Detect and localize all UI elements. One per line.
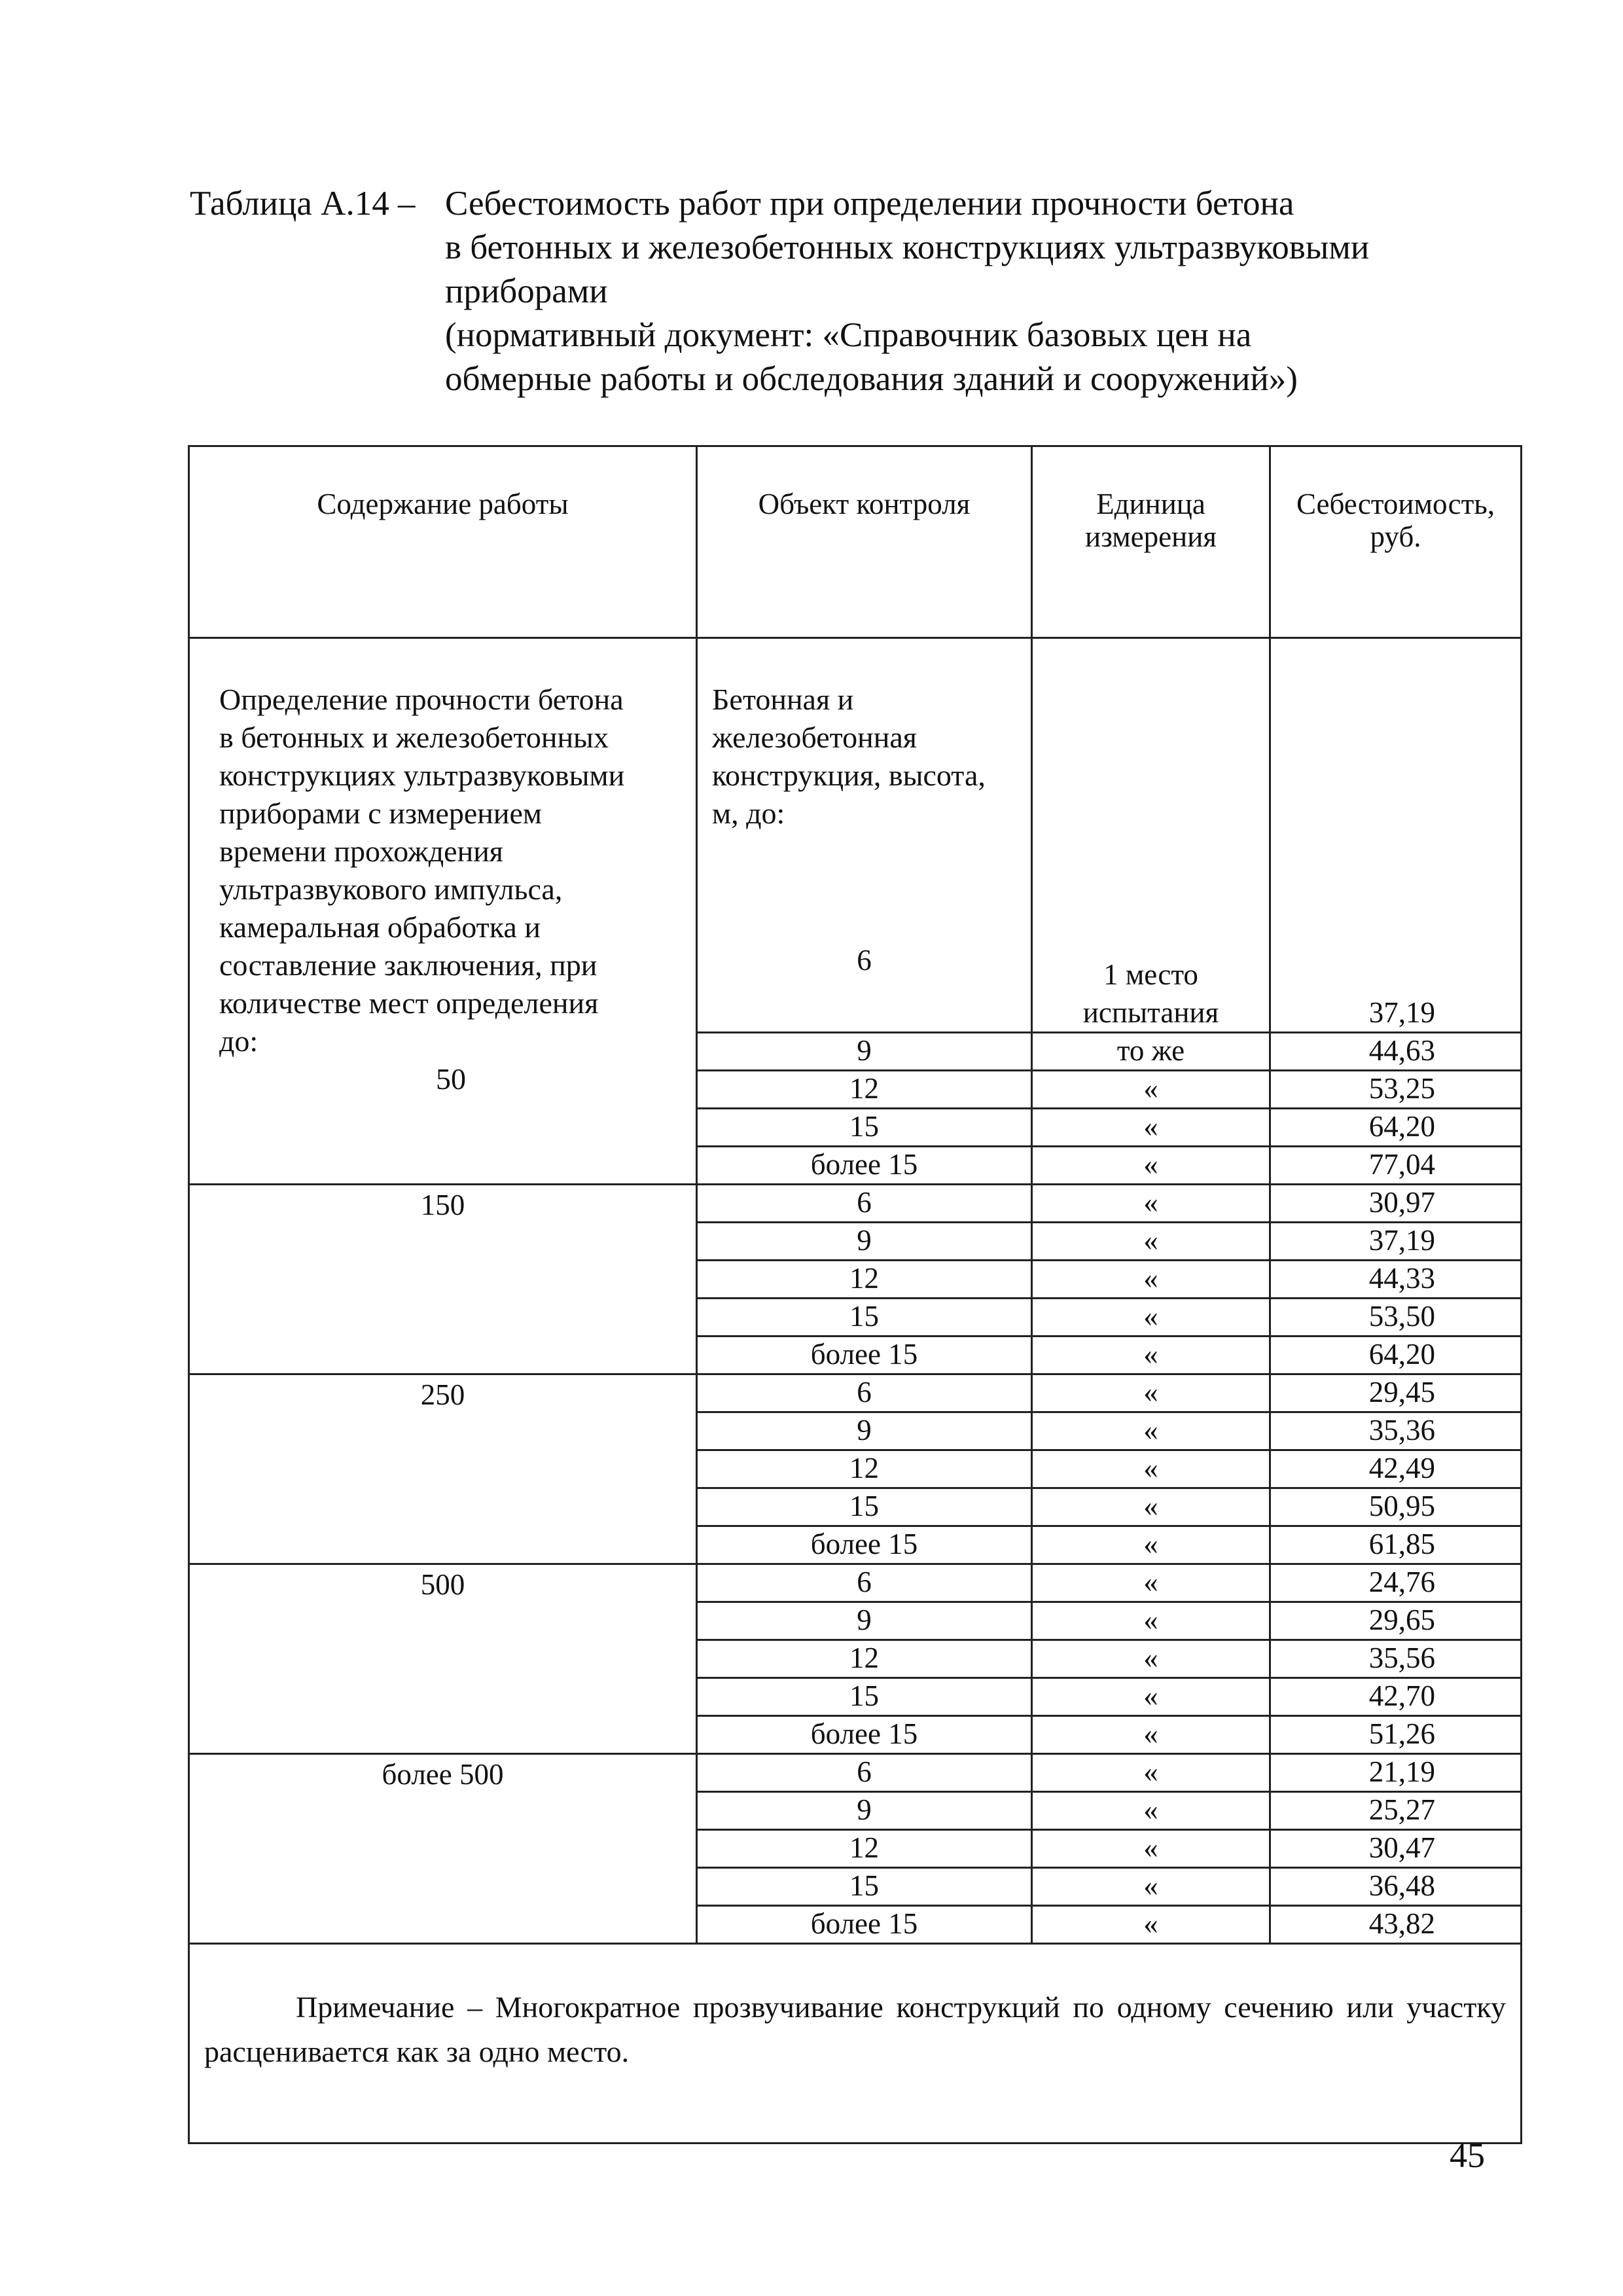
- location-count: 500: [189, 1564, 697, 1754]
- header-unit: Единица измерения: [1032, 446, 1270, 638]
- cost-cell: 44,33: [1270, 1261, 1522, 1299]
- cost-cell: 36,48: [1270, 1868, 1522, 1906]
- location-count: 150: [189, 1185, 697, 1374]
- work-group-cell: [189, 638, 697, 1185]
- note-text: Примечание – Многократное прозвучивание конструкций по одному сечению или участку расценивается как за одно место.: [204, 1990, 1506, 2068]
- height-value: 6: [857, 944, 872, 977]
- height-cell: 12: [697, 1261, 1032, 1299]
- unit-cell: «: [1032, 1640, 1270, 1678]
- height-cell: 9: [697, 1792, 1032, 1830]
- unit-cell: «: [1032, 1185, 1270, 1223]
- height-cell: 6: [697, 1754, 1032, 1792]
- cost-cell: 61,85: [1270, 1526, 1522, 1564]
- description-line: приборами с измерением: [219, 797, 543, 830]
- unit-cell: «: [1032, 1336, 1270, 1374]
- cost-cell: 29,65: [1270, 1602, 1522, 1640]
- header-work: Содержание работы: [189, 446, 697, 638]
- cost-cell: 30,97: [1270, 1185, 1522, 1223]
- unit-line-2: испытания: [1082, 996, 1219, 1029]
- description-line: камеральная обработка и: [219, 910, 541, 944]
- description-line: времени прохождения: [219, 834, 503, 868]
- height-cell: более 15: [697, 1716, 1032, 1754]
- unit-cell: «: [1032, 1754, 1270, 1792]
- object-line: Бетонная и: [712, 683, 854, 716]
- unit-cell: [1032, 638, 1270, 1033]
- unit-cell: то же: [1032, 1033, 1270, 1071]
- cost-cell: 21,19: [1270, 1754, 1522, 1792]
- cost-cell: 42,70: [1270, 1678, 1522, 1716]
- cost-cell: 37,19: [1270, 1223, 1522, 1261]
- description-line: конструкциях ультразвуковыми: [219, 759, 625, 792]
- caption-line-1: Себестоимость работ при определении прочности бетона: [445, 185, 1294, 223]
- table-row: [189, 1185, 1522, 1223]
- header-row: [189, 446, 1522, 638]
- unit-cell: «: [1032, 1412, 1270, 1450]
- height-cell: 9: [697, 1223, 1032, 1261]
- caption-line-5: обмерные работы и обследования зданий и сооружений»): [445, 360, 1298, 398]
- cost-cell: 53,50: [1270, 1299, 1522, 1336]
- height-cell: более 15: [697, 1526, 1032, 1564]
- cost-cell: 64,20: [1270, 1336, 1522, 1374]
- table-caption: [190, 182, 1525, 401]
- cost-cell: 77,04: [1270, 1147, 1522, 1185]
- cost-cell: 30,47: [1270, 1830, 1522, 1868]
- height-cell: [697, 638, 1032, 1033]
- height-cell: 12: [697, 1071, 1032, 1109]
- unit-cell: «: [1032, 1374, 1270, 1412]
- unit-cell: «: [1032, 1830, 1270, 1868]
- unit-cell: «: [1032, 1450, 1270, 1488]
- height-cell: 15: [697, 1678, 1032, 1716]
- unit-cell: «: [1032, 1906, 1270, 1944]
- cost-cell: 50,95: [1270, 1488, 1522, 1526]
- unit-cell: «: [1032, 1792, 1270, 1830]
- table-row: [189, 1564, 1522, 1602]
- unit-cell: «: [1032, 1147, 1270, 1185]
- height-cell: 15: [697, 1868, 1032, 1906]
- table-row: [189, 638, 1522, 1033]
- unit-cell: «: [1032, 1223, 1270, 1261]
- unit-cell: «: [1032, 1299, 1270, 1336]
- height-cell: 6: [697, 1374, 1032, 1412]
- cost-cell: 64,20: [1270, 1109, 1522, 1147]
- height-cell: более 15: [697, 1147, 1032, 1185]
- height-cell: 12: [697, 1830, 1032, 1868]
- cost-cell: 29,45: [1270, 1374, 1522, 1412]
- height-cell: 15: [697, 1488, 1032, 1526]
- height-cell: 9: [697, 1033, 1032, 1071]
- cost-cell: 51,26: [1270, 1716, 1522, 1754]
- unit-cell: «: [1032, 1678, 1270, 1716]
- object-line: м, до:: [712, 797, 785, 830]
- height-cell: 15: [697, 1299, 1032, 1336]
- description-line: составление заключения, при: [219, 948, 597, 982]
- page-number: 45: [1450, 2136, 1485, 2175]
- object-line: конструкция, высота,: [712, 759, 986, 792]
- height-cell: 12: [697, 1640, 1032, 1678]
- height-cell: более 15: [697, 1336, 1032, 1374]
- header-cost: Себестоимость, руб.: [1270, 446, 1522, 638]
- unit-cell: «: [1032, 1564, 1270, 1602]
- height-cell: 9: [697, 1412, 1032, 1450]
- unit-cell: «: [1032, 1602, 1270, 1640]
- caption-line-3: приборами: [445, 272, 608, 310]
- cost-cell: 24,76: [1270, 1564, 1522, 1602]
- cost-cell: 35,56: [1270, 1640, 1522, 1678]
- caption-line-2: в бетонных и железобетонных конструкциях ультразвуковыми: [445, 228, 1370, 266]
- location-count: 250: [189, 1374, 697, 1564]
- description-line: ультразвукового импульса,: [219, 872, 563, 906]
- description-line: Определение прочности бетона: [219, 683, 624, 716]
- cost-cell: 42,49: [1270, 1450, 1522, 1488]
- object-line: железобетонная: [712, 721, 917, 754]
- height-cell: 6: [697, 1564, 1032, 1602]
- unit-cell: «: [1032, 1716, 1270, 1754]
- cost-cell: 43,82: [1270, 1906, 1522, 1944]
- height-cell: 12: [697, 1450, 1032, 1488]
- unit-cell: «: [1032, 1868, 1270, 1906]
- caption-prefix: Таблица А.14 –: [190, 185, 416, 223]
- cost-cell: 25,27: [1270, 1792, 1522, 1830]
- cost-cell: 37,19: [1270, 638, 1522, 1033]
- cost-cell: 53,25: [1270, 1071, 1522, 1109]
- cost-table: [188, 445, 1522, 2144]
- header-object: Объект контроля: [697, 446, 1032, 638]
- location-count: 50: [436, 1062, 466, 1096]
- description-line: в бетонных и железобетонных: [219, 721, 609, 754]
- note-row: [189, 1944, 1522, 2144]
- description-line: количестве мест определения: [219, 986, 599, 1020]
- description-line: до:: [219, 1024, 259, 1058]
- unit-cell: «: [1032, 1109, 1270, 1147]
- cost-cell: 35,36: [1270, 1412, 1522, 1450]
- unit-cell: «: [1032, 1071, 1270, 1109]
- note-cell: [189, 1944, 1522, 2144]
- unit-cell: «: [1032, 1261, 1270, 1299]
- unit-cell: «: [1032, 1526, 1270, 1564]
- height-cell: 6: [697, 1185, 1032, 1223]
- unit-cell: «: [1032, 1488, 1270, 1526]
- height-cell: 15: [697, 1109, 1032, 1147]
- location-count: более 500: [189, 1754, 697, 1944]
- cost-cell: 44,63: [1270, 1033, 1522, 1071]
- height-cell: 9: [697, 1602, 1032, 1640]
- height-cell: более 15: [697, 1906, 1032, 1944]
- unit-line-1: 1 место: [1103, 958, 1198, 991]
- caption-line-4: (нормативный документ: «Справочник базовых цен на: [445, 316, 1252, 354]
- table-row: [189, 1754, 1522, 1792]
- table-row: [189, 1374, 1522, 1412]
